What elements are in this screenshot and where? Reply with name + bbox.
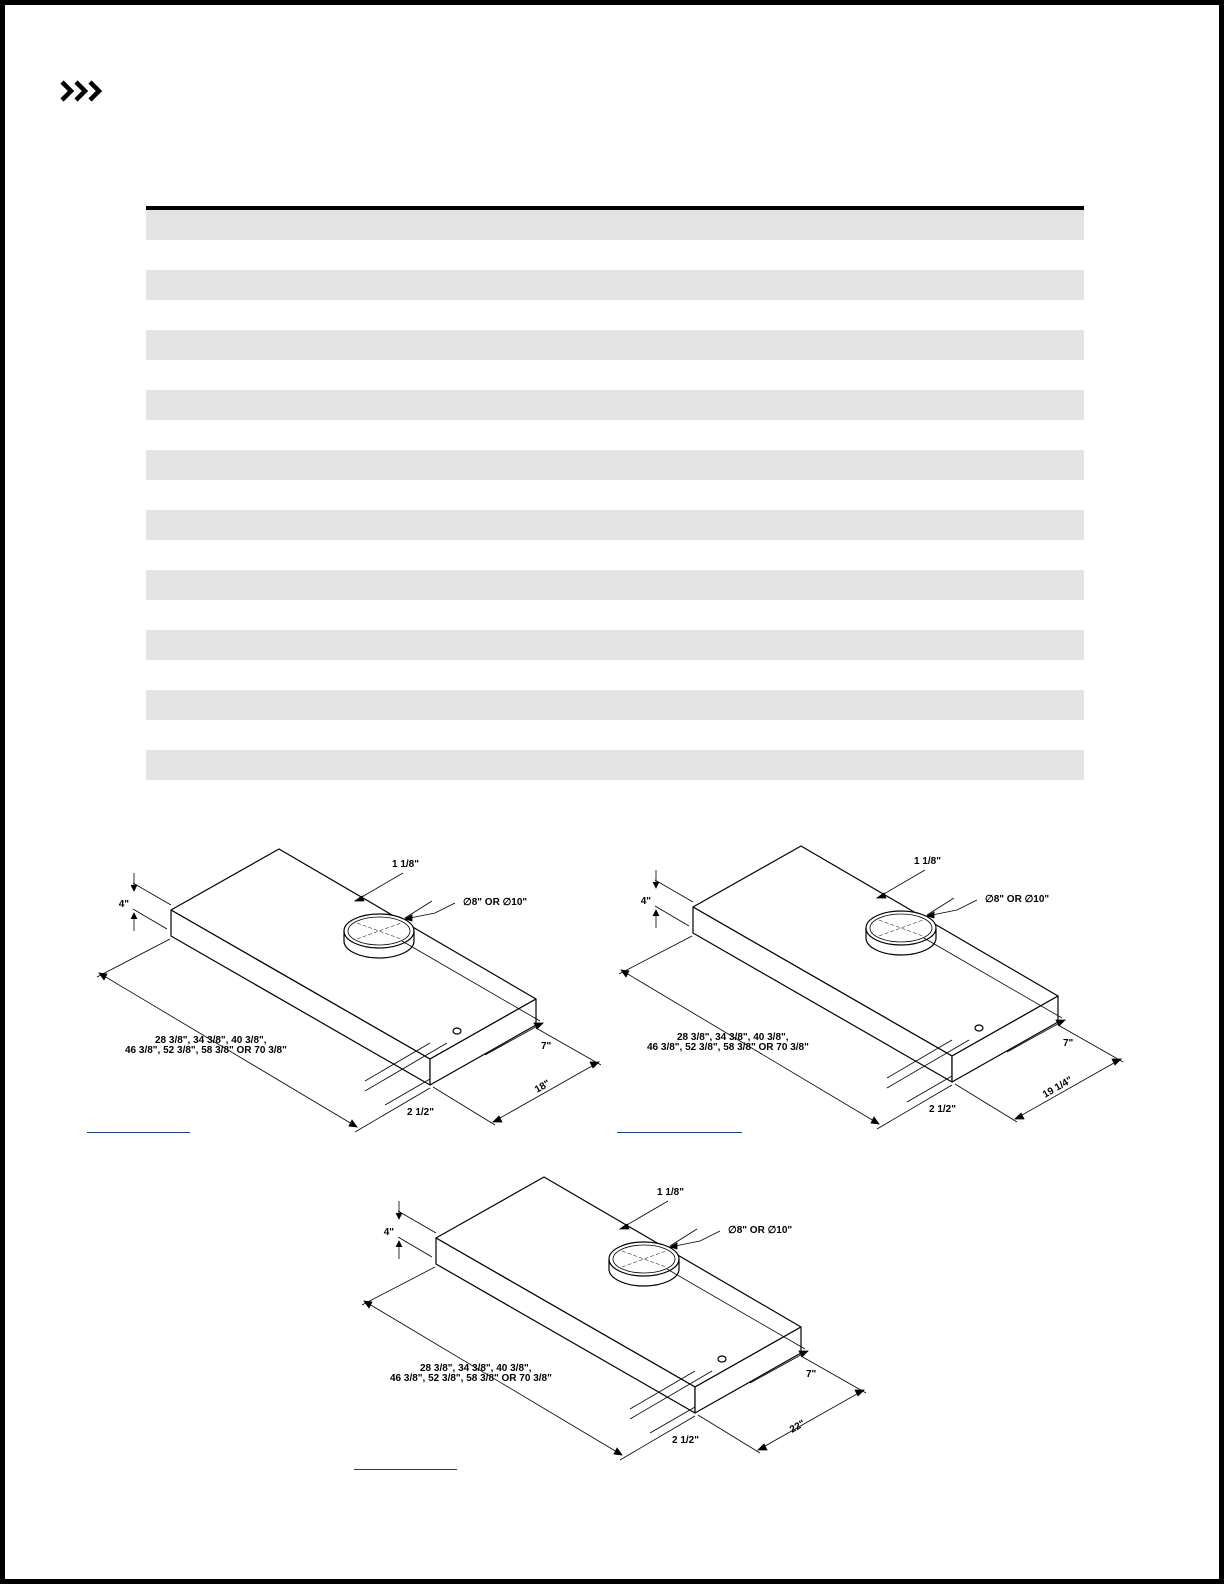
- drawing-1-caption-underline: [87, 1132, 190, 1133]
- table-row: [146, 270, 1084, 300]
- depth-dim-label: 19 1/4": [1041, 1074, 1075, 1101]
- table-row: [146, 630, 1084, 660]
- hood-drawing-1: [85, 843, 615, 1143]
- duct-diameter-label: ∅8" OR ∅10": [463, 897, 528, 908]
- duct-offset-dim-label: 1 1/8": [914, 856, 941, 867]
- table-row: [146, 480, 1084, 510]
- duct-diameter-label: ∅8" OR ∅10": [985, 894, 1050, 905]
- height-dim-label: 4": [383, 1227, 394, 1238]
- table-row: [146, 420, 1084, 450]
- table-row: [146, 720, 1084, 750]
- table-row: [146, 510, 1084, 540]
- table-row: [146, 690, 1084, 720]
- duct-offset-dim-label: 1 1/8": [657, 1187, 684, 1198]
- table-row: [146, 540, 1084, 570]
- depth-dim-label: 18": [533, 1078, 553, 1096]
- duct-diameter-label: ∅8" OR ∅10": [728, 1225, 793, 1236]
- table-row: [146, 240, 1084, 270]
- height-dim-label: 4": [640, 896, 651, 907]
- drawing-3-caption-underline: [354, 1469, 457, 1470]
- table-row: [146, 390, 1084, 420]
- table-row: [146, 210, 1084, 240]
- width-options-line-1: 28 3/8", 34 3/8", 40 3/8",: [420, 1363, 532, 1374]
- width-options-line-2: 46 3/8", 52 3/8", 58 3/8" OR 70 3/8": [390, 1373, 552, 1384]
- front-offset-dim-label: 2 1/2": [672, 1435, 699, 1446]
- hood-drawing-2: [607, 840, 1137, 1140]
- table-row: [146, 600, 1084, 630]
- table-row: [146, 570, 1084, 600]
- hood-drawing-3: [350, 1171, 880, 1471]
- duct-depth-dim-label: 7": [806, 1369, 817, 1380]
- height-dim-label: 4": [118, 899, 129, 910]
- depth-dim-label: 22": [788, 1418, 808, 1436]
- table-row: [146, 450, 1084, 480]
- width-options-line-1: 28 3/8", 34 3/8", 40 3/8",: [677, 1032, 789, 1043]
- front-offset-dim-label: 2 1/2": [407, 1107, 434, 1118]
- table-row: [146, 750, 1084, 780]
- front-offset-dim-label: 2 1/2": [929, 1104, 956, 1115]
- triple-chevron-right-icon: [59, 77, 105, 105]
- table-row: [146, 300, 1084, 330]
- drawing-2-caption-underline: [617, 1132, 742, 1133]
- width-options-line-1: 28 3/8", 34 3/8", 40 3/8",: [155, 1035, 267, 1046]
- table-row: [146, 330, 1084, 360]
- spec-table: [146, 206, 1084, 780]
- width-options-line-2: 46 3/8", 52 3/8", 58 3/8" OR 70 3/8": [125, 1045, 287, 1056]
- duct-depth-dim-label: 7": [1063, 1038, 1074, 1049]
- duct-offset-dim-label: 1 1/8": [392, 859, 419, 870]
- table-row: [146, 360, 1084, 390]
- table-row: [146, 660, 1084, 690]
- duct-depth-dim-label: 7": [541, 1041, 552, 1052]
- width-options-line-2: 46 3/8", 52 3/8", 58 3/8" OR 70 3/8": [647, 1042, 809, 1053]
